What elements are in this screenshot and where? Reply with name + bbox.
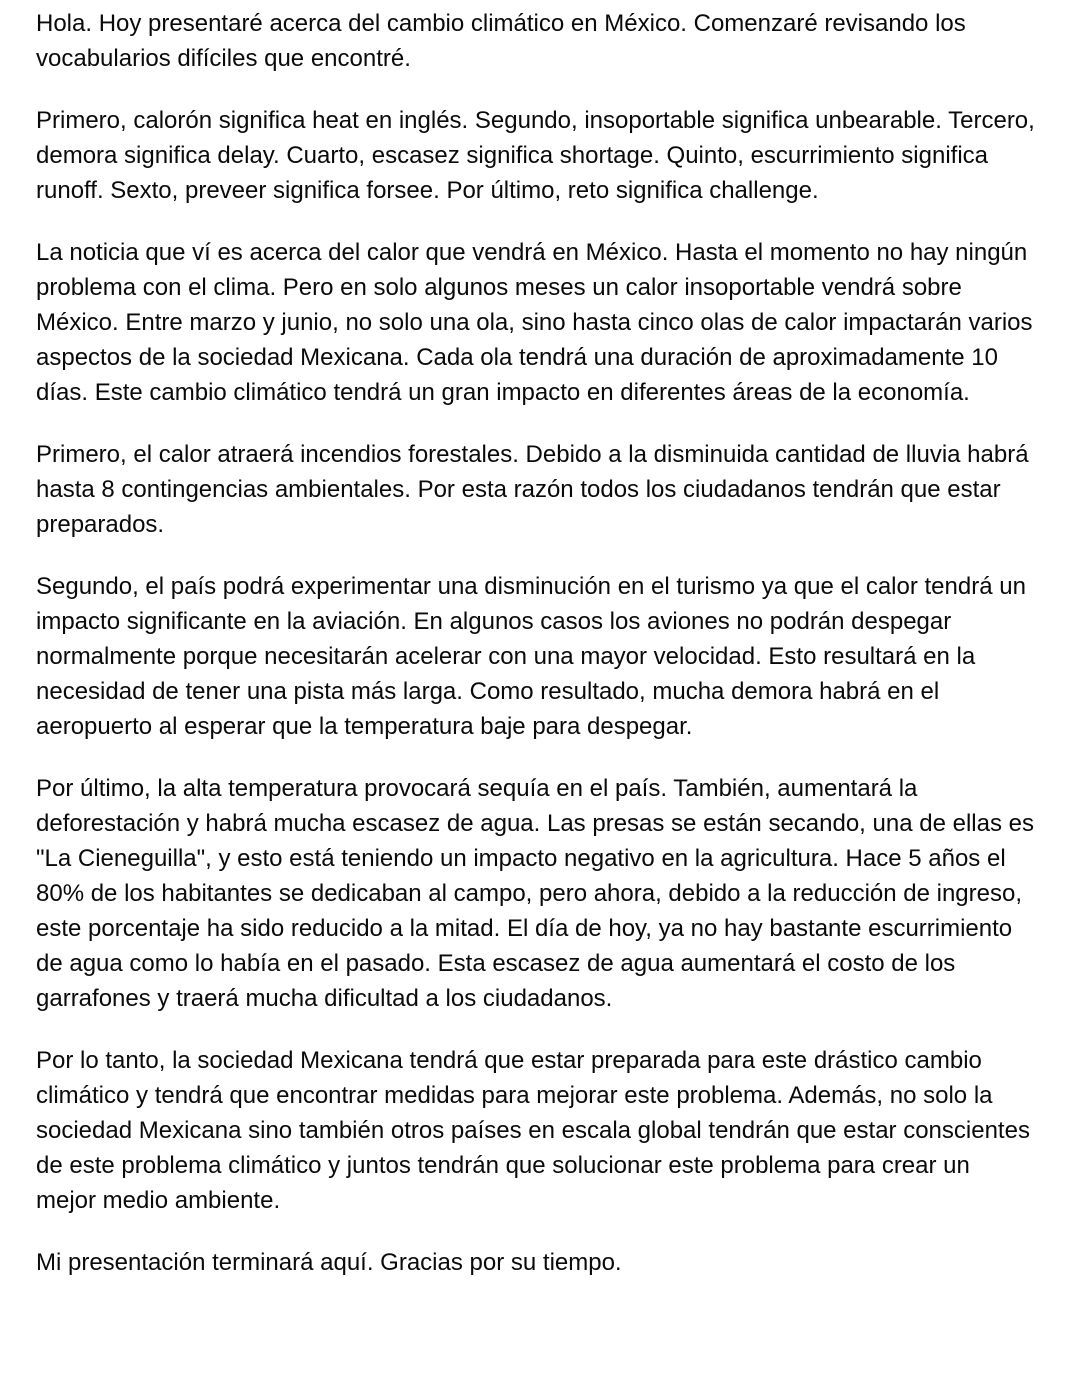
paragraph-closing: Mi presentación terminará aquí. Gracias por su tiempo. [36,1249,622,1276]
paragraph-news-summary: La noticia que ví es acerca del calor que vendrá en México. Hasta el momento no hay ningún problema con el clima. Pero en solo algunos meses un calor insoportable vendrá sobre México. Entre marzo y junio, no solo una ola, sino hasta cinco olas de calor impactarán varios aspectos de la sociedad Mexicana. Cada ola tendrá una duración de aproximadamente 10 días. Este cambio climático tendrá un gran impacto en diferentes áreas de la economía. [36,239,1033,406]
paragraph-third-impact: Por último, la alta temperatura provocará sequía en el país. También, aumentará la deforestación y habrá mucha escasez de agua. Las presas se están secando, una de ellas es "La Cieneguilla", y esto está teniendo un impacto negativo en la agricultura. Hace 5 años el 80% de los habitantes se dedicaban al campo, pero ahora, debido a la reducción de ingreso, este porcentaje ha sido reducido a la mitad. El día de hoy, ya no hay bastante escurrimiento de agua como lo había en el pasado. Esta escasez de agua aumentará el costo de los garrafones y traerá mucha dificultad a los ciudadanos. [36,775,1034,1012]
paragraph-second-impact: Segundo, el país podrá experimentar una disminución en el turismo ya que el calor tendrá un impacto significante en la aviación. En algunos casos los aviones no podrán despegar normalmente porque necesitarán acelerar con una mayor velocidad. Esto resultará en la necesidad de tener una pista más larga. Como resultado, mucha demora habrá en el aeropuerto al esperar que la temperatura baje para despegar. [36,573,1026,740]
paragraph-conclusion: Por lo tanto, la sociedad Mexicana tendrá que estar preparada para este drástico cambio climático y tendrá que encontrar medidas para mejorar este problema. Además, no solo la sociedad Mexicana sino también otros países en escala global tendrán que estar conscientes de este problema climático y juntos tendrán que solucionar este problema para crear un mejor medio ambiente. [36,1047,1030,1214]
paragraph-intro: Hola. Hoy presentaré acerca del cambio climático en México. Comenzaré revisando los vocabularios difíciles que encontré. [36,10,966,72]
paragraph-vocabulary: Primero, calorón significa heat en inglés. Segundo, insoportable significa unbearable. Tercero, demora significa delay. Cuarto, escasez significa shortage. Quinto, escurrimiento significa runoff. Sexto, preveer significa forsee. Por último, reto significa challenge. [36,107,1035,204]
paragraph-first-impact: Primero, el calor atraerá incendios forestales. Debido a la disminuida cantidad de lluvia habrá hasta 8 contingencias ambientales. Por esta razón todos los ciudadanos tendrán que estar preparados. [36,441,1029,538]
